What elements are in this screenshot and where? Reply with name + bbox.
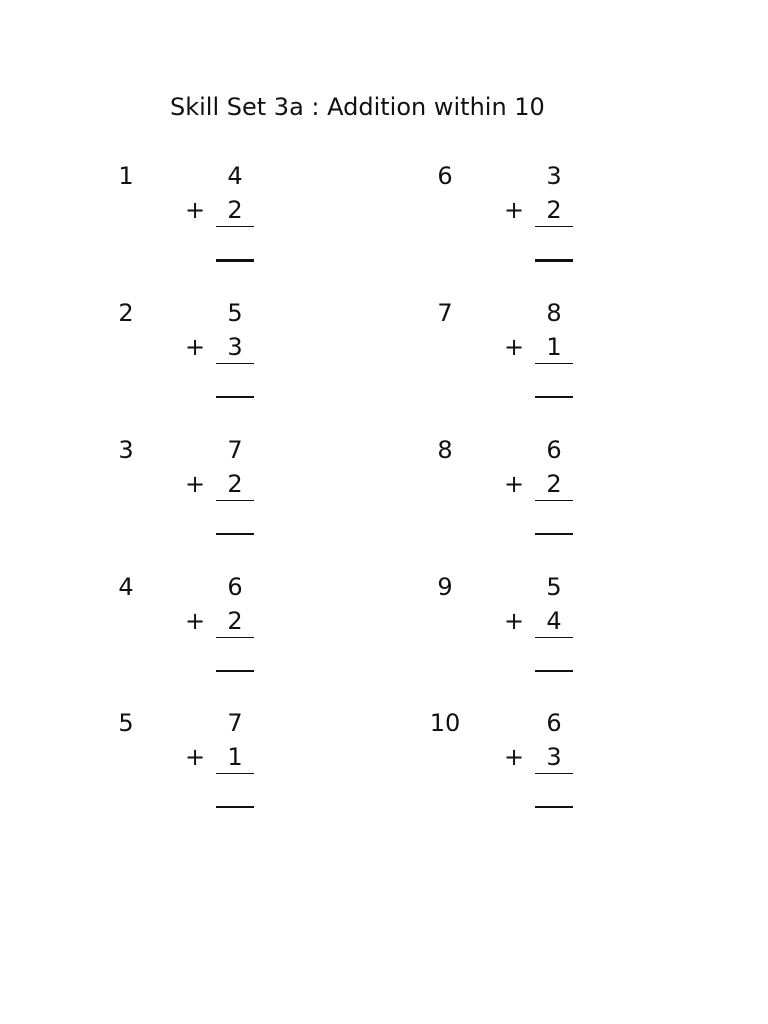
worksheet-title: Skill Set 3a : Addition within 10 [170, 93, 545, 121]
addend-top: 6 [546, 436, 562, 464]
problem-number: 4 [118, 573, 134, 601]
addend-bottom: 1 [546, 333, 562, 361]
problem-4 [108, 572, 408, 682]
plus-sign: + [503, 743, 525, 771]
problem-1 [108, 161, 408, 271]
answer-line[interactable] [216, 806, 254, 808]
problem-5 [108, 708, 408, 818]
sum-rule [216, 637, 254, 638]
answer-line[interactable] [535, 259, 573, 262]
addend-top: 7 [227, 436, 243, 464]
addend-top: 6 [227, 573, 243, 601]
problem-8 [427, 435, 727, 545]
addend-top: 6 [546, 709, 562, 737]
addend-bottom: 1 [227, 743, 243, 771]
addend-top: 7 [227, 709, 243, 737]
answer-line[interactable] [216, 533, 254, 535]
problem-number: 5 [118, 709, 134, 737]
addend-bottom: 2 [227, 607, 243, 635]
sum-rule [216, 363, 254, 364]
plus-sign: + [184, 743, 206, 771]
plus-sign: + [503, 196, 525, 224]
problem-number: 10 [429, 709, 461, 737]
sum-rule [535, 226, 573, 227]
problem-number: 8 [437, 436, 453, 464]
addend-bottom: 3 [546, 743, 562, 771]
problem-number: 9 [437, 573, 453, 601]
sum-rule [535, 500, 573, 501]
problem-number: 1 [118, 162, 134, 190]
answer-line[interactable] [535, 396, 573, 398]
addend-top: 5 [227, 299, 243, 327]
problem-9 [427, 572, 727, 682]
addend-bottom: 3 [227, 333, 243, 361]
problem-7 [427, 298, 727, 408]
sum-rule [216, 773, 254, 774]
problem-number: 3 [118, 436, 134, 464]
answer-line[interactable] [535, 533, 573, 535]
problem-2 [108, 298, 408, 408]
addend-bottom: 4 [546, 607, 562, 635]
problem-number: 6 [437, 162, 453, 190]
answer-line[interactable] [535, 670, 573, 672]
addend-bottom: 2 [227, 470, 243, 498]
answer-line[interactable] [535, 806, 573, 808]
plus-sign: + [503, 607, 525, 635]
problem-6 [427, 161, 727, 271]
plus-sign: + [184, 196, 206, 224]
plus-sign: + [503, 333, 525, 361]
answer-line[interactable] [216, 670, 254, 672]
sum-rule [216, 226, 254, 227]
problem-10 [427, 708, 727, 818]
addend-top: 5 [546, 573, 562, 601]
plus-sign: + [184, 607, 206, 635]
addend-bottom: 2 [546, 470, 562, 498]
addend-bottom: 2 [227, 196, 243, 224]
plus-sign: + [184, 470, 206, 498]
addend-top: 8 [546, 299, 562, 327]
plus-sign: + [503, 470, 525, 498]
problem-3 [108, 435, 408, 545]
sum-rule [535, 637, 573, 638]
addend-top: 3 [546, 162, 562, 190]
addend-bottom: 2 [546, 196, 562, 224]
plus-sign: + [184, 333, 206, 361]
sum-rule [535, 363, 573, 364]
answer-line[interactable] [216, 396, 254, 398]
sum-rule [216, 500, 254, 501]
problem-number: 2 [118, 299, 134, 327]
addend-top: 4 [227, 162, 243, 190]
problem-number: 7 [437, 299, 453, 327]
sum-rule [535, 773, 573, 774]
answer-line[interactable] [216, 259, 254, 262]
